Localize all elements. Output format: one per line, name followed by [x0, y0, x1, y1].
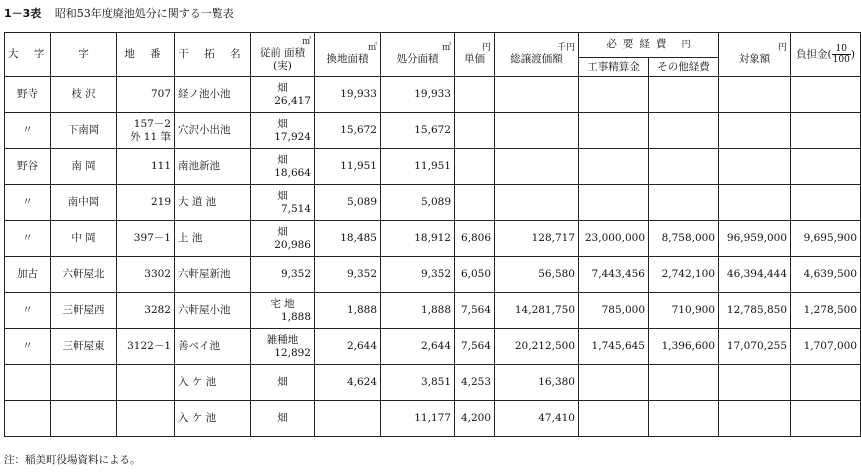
cell-koji: 7,443,456 — [579, 257, 649, 293]
cell-taisho: 96,959,000 — [719, 221, 791, 257]
cell-oaza — [5, 401, 51, 437]
cell-chiban — [117, 401, 175, 437]
header-taisho-label: 対象額 — [738, 53, 771, 65]
cell-tanka: 7,564 — [455, 293, 495, 329]
cell-shobun: 15,672 — [381, 113, 455, 149]
land-category: 畑 — [277, 153, 288, 166]
cell-chiban: 397－1 — [117, 221, 175, 257]
cell-total: 47,410 — [495, 401, 579, 437]
cell-aza: 南中岡 — [51, 185, 117, 221]
cell-total — [495, 185, 579, 221]
cell-kantaku-name: 南池新池 — [175, 149, 251, 185]
table-title-text: 昭和53年度廃池処分に関する一覧表 — [54, 7, 234, 20]
table-row — [5, 293, 861, 329]
cell-oaza — [5, 365, 51, 401]
cell-oaza: 野寺 — [5, 77, 51, 113]
cell-chiban: 111 — [117, 149, 175, 185]
cell-chiban: 3302 — [117, 257, 175, 293]
cell-jusen-area — [251, 365, 315, 401]
cell-koji — [579, 149, 649, 185]
area-value: 9,352 — [280, 268, 311, 280]
cell-tanka — [455, 113, 495, 149]
cell-jusen-area — [251, 149, 315, 185]
header-futan — [791, 33, 861, 77]
header-futan-label: 負担金( — [796, 48, 832, 61]
cell-aza: 下南岡 — [51, 113, 117, 149]
source-note: 注：稲美町役場資料による。 — [4, 454, 141, 466]
cell-futan — [791, 77, 861, 113]
cell-kanchi: 1,888 — [315, 293, 381, 329]
cell-aza — [51, 365, 117, 401]
cell-chiban: 707 — [117, 77, 175, 113]
cell-oaza: 野谷 — [5, 149, 51, 185]
header-hitsuyo — [579, 33, 719, 58]
cell-shobun: 2,644 — [381, 329, 455, 365]
cell-taisho — [719, 185, 791, 221]
cell-kanchi: 19,933 — [315, 77, 381, 113]
table-row — [5, 77, 861, 113]
cell-sonota — [649, 149, 719, 185]
cell-kanchi: 9,352 — [315, 257, 381, 293]
cell-futan: 1,278,500 — [791, 293, 861, 329]
header-aza: 字 — [51, 33, 117, 77]
header-tanka-label: 単価 — [464, 53, 485, 65]
cell-jusen-area — [251, 185, 315, 221]
header-kanchi — [315, 33, 381, 77]
area-value: 17,924 — [274, 130, 311, 143]
cell-tanka: 6,806 — [455, 221, 495, 257]
cell-taisho — [719, 113, 791, 149]
header-souyuzuto-unit: 千円 — [556, 43, 575, 53]
header-oaza: 大 字 — [5, 33, 51, 77]
cell-chiban: 157－2 外 11 筆 — [117, 113, 175, 149]
cell-total: 56,580 — [495, 257, 579, 293]
cell-futan: 1,707,000 — [791, 329, 861, 365]
table-body — [5, 77, 861, 437]
cell-taisho — [719, 149, 791, 185]
cell-jusen-area — [251, 77, 315, 113]
header-shobun — [381, 33, 455, 77]
cell-sonota — [649, 401, 719, 437]
table-row — [5, 185, 861, 221]
cell-jusen-area — [251, 293, 315, 329]
header-souyuzuto-label: 総譲渡価額 — [510, 53, 563, 65]
cell-taisho: 46,394,444 — [719, 257, 791, 293]
cell-aza: 枝 沢 — [51, 77, 117, 113]
cell-aza: 三軒屋西 — [51, 293, 117, 329]
header-chiban: 地 番 — [117, 33, 175, 77]
cell-aza: 南 岡 — [51, 149, 117, 185]
cell-oaza: 加古 — [5, 257, 51, 293]
land-category: 雑種地 — [266, 333, 299, 346]
cell-taisho — [719, 77, 791, 113]
land-category: 畑 — [277, 412, 288, 424]
header-taisho — [719, 33, 791, 77]
cell-shobun: 11,951 — [381, 149, 455, 185]
cell-koji: 785,000 — [579, 293, 649, 329]
area-value: 7,514 — [280, 202, 311, 215]
cell-oaza: 〃 — [5, 185, 51, 221]
table-row — [5, 257, 861, 293]
cell-koji: 23,000,000 — [579, 221, 649, 257]
cell-futan — [791, 401, 861, 437]
cell-jusen-area — [251, 221, 315, 257]
land-category: 畑 — [277, 81, 288, 94]
cell-total: 14,281,750 — [495, 293, 579, 329]
cell-futan — [791, 113, 861, 149]
cell-koji — [579, 77, 649, 113]
cell-futan — [791, 185, 861, 221]
header-tanka-unit: 円 — [481, 43, 491, 53]
cell-total — [495, 149, 579, 185]
cell-sonota — [649, 113, 719, 149]
cell-shobun: 1,888 — [381, 293, 455, 329]
cell-kantaku-name: 入 ケ 池 — [175, 365, 251, 401]
cell-kantaku-name: 入 ケ 池 — [175, 401, 251, 437]
cell-sonota — [649, 77, 719, 113]
table-number: 1－3表 — [4, 7, 42, 20]
header-shobun-label: 処分面積 — [396, 53, 439, 65]
cell-shobun: 9,352 — [381, 257, 455, 293]
table-title — [4, 5, 234, 21]
cell-aza — [51, 401, 117, 437]
cell-tanka: 4,253 — [455, 365, 495, 401]
cell-sonota — [649, 185, 719, 221]
cell-jusen-area — [251, 401, 315, 437]
cell-futan: 9,695,900 — [791, 221, 861, 257]
header-taisho-unit: 円 — [778, 43, 788, 53]
cell-tanka: 7,564 — [455, 329, 495, 365]
area-value: 1,888 — [280, 310, 311, 323]
land-category: 畑 — [277, 189, 288, 202]
cell-taisho — [719, 365, 791, 401]
land-category: 宅 地 — [270, 297, 295, 310]
area-value: 18,664 — [274, 166, 311, 179]
cell-kanchi: 2,644 — [315, 329, 381, 365]
cell-kanchi: 18,485 — [315, 221, 381, 257]
header-koji: 工事精算金 — [579, 58, 649, 77]
cell-total: 16,380 — [495, 365, 579, 401]
cell-chiban: 3122－1 — [117, 329, 175, 365]
cell-total: 20,212,500 — [495, 329, 579, 365]
header-jusen — [251, 33, 315, 77]
cell-shobun: 3,851 — [381, 365, 455, 401]
cell-oaza: 〃 — [5, 329, 51, 365]
cell-kanchi: 11,951 — [315, 149, 381, 185]
cell-koji — [579, 185, 649, 221]
cell-chiban: 3282 — [117, 293, 175, 329]
cell-aza: 三軒屋東 — [51, 329, 117, 365]
cell-oaza: 〃 — [5, 221, 51, 257]
cell-kantaku-name: 上 池 — [175, 221, 251, 257]
cell-oaza: 〃 — [5, 113, 51, 149]
cell-total: 128,717 — [495, 221, 579, 257]
header-sonota: その他経費 — [649, 58, 719, 77]
header-kanchi-unit: ㎡ — [367, 43, 377, 53]
header-souyuzuto — [495, 33, 579, 77]
disposal-table — [4, 32, 861, 437]
cell-kanchi — [315, 401, 381, 437]
cell-sonota: 1,396,600 — [649, 329, 719, 365]
cell-taisho — [719, 401, 791, 437]
cell-sonota: 2,742,100 — [649, 257, 719, 293]
cell-taisho: 17,070,255 — [719, 329, 791, 365]
cell-tanka — [455, 149, 495, 185]
fraction-numerator: 10 — [832, 44, 851, 55]
table-row — [5, 113, 861, 149]
cell-total — [495, 77, 579, 113]
cell-shobun: 5,089 — [381, 185, 455, 221]
cell-koji — [579, 113, 649, 149]
cell-shobun: 19,933 — [381, 77, 455, 113]
area-value: 12,892 — [274, 346, 311, 359]
header-hitsuyo-label: 必要経費 — [606, 38, 673, 50]
cell-aza: 中 岡 — [51, 221, 117, 257]
header-shobun-unit: ㎡ — [441, 43, 451, 53]
cell-futan — [791, 365, 861, 401]
cell-kanchi: 5,089 — [315, 185, 381, 221]
cell-tanka — [455, 77, 495, 113]
table-row — [5, 365, 861, 401]
fraction-denominator: 100 — [832, 55, 850, 65]
cell-kanchi: 15,672 — [315, 113, 381, 149]
cell-kantaku-name: 六軒屋小池 — [175, 293, 251, 329]
header-futan-fraction — [832, 44, 851, 65]
header-tanka — [455, 33, 495, 77]
cell-jusen-area — [251, 257, 315, 293]
cell-koji — [579, 401, 649, 437]
land-category: 畑 — [277, 376, 288, 388]
cell-sonota: 710,900 — [649, 293, 719, 329]
cell-koji — [579, 365, 649, 401]
header-hitsuyo-unit: 円 — [681, 40, 691, 50]
cell-kantaku-name: 経ノ池小池 — [175, 77, 251, 113]
cell-kantaku-name: 穴沢小出池 — [175, 113, 251, 149]
land-category: 畑 — [277, 225, 288, 238]
cell-shobun: 11,177 — [381, 401, 455, 437]
cell-aza: 六軒屋北 — [51, 257, 117, 293]
cell-jusen-area — [251, 329, 315, 365]
area-value: 26,417 — [274, 94, 311, 107]
cell-tanka: 4,200 — [455, 401, 495, 437]
cell-total — [495, 113, 579, 149]
header-jusen-label: 従前 面積(実) — [259, 46, 306, 72]
header-kanchi-label: 換地面積 — [326, 53, 369, 65]
cell-kantaku-name: 大 道 池 — [175, 185, 251, 221]
table-row — [5, 401, 861, 437]
land-category: 畑 — [277, 117, 288, 130]
cell-jusen-area — [251, 113, 315, 149]
header-row-1 — [5, 33, 861, 58]
cell-tanka — [455, 185, 495, 221]
table-row — [5, 149, 861, 185]
header-kantaku: 干 拓 名 — [175, 33, 251, 77]
cell-koji: 1,745,645 — [579, 329, 649, 365]
cell-sonota — [649, 365, 719, 401]
cell-kantaku-name: 善ベイ池 — [175, 329, 251, 365]
header-futan-close: ) — [850, 48, 855, 61]
cell-sonota: 8,758,000 — [649, 221, 719, 257]
cell-tanka: 6,050 — [455, 257, 495, 293]
cell-chiban — [117, 365, 175, 401]
cell-futan — [791, 149, 861, 185]
cell-taisho: 12,785,850 — [719, 293, 791, 329]
cell-futan: 4,639,500 — [791, 257, 861, 293]
table-row — [5, 329, 861, 365]
area-value: 20,986 — [274, 238, 311, 251]
table-row — [5, 221, 861, 257]
cell-oaza: 〃 — [5, 293, 51, 329]
cell-shobun: 18,912 — [381, 221, 455, 257]
header-jusen-unit: ㎡ — [301, 36, 311, 47]
cell-kantaku-name: 六軒屋新池 — [175, 257, 251, 293]
cell-kanchi: 4,624 — [315, 365, 381, 401]
cell-chiban: 219 — [117, 185, 175, 221]
